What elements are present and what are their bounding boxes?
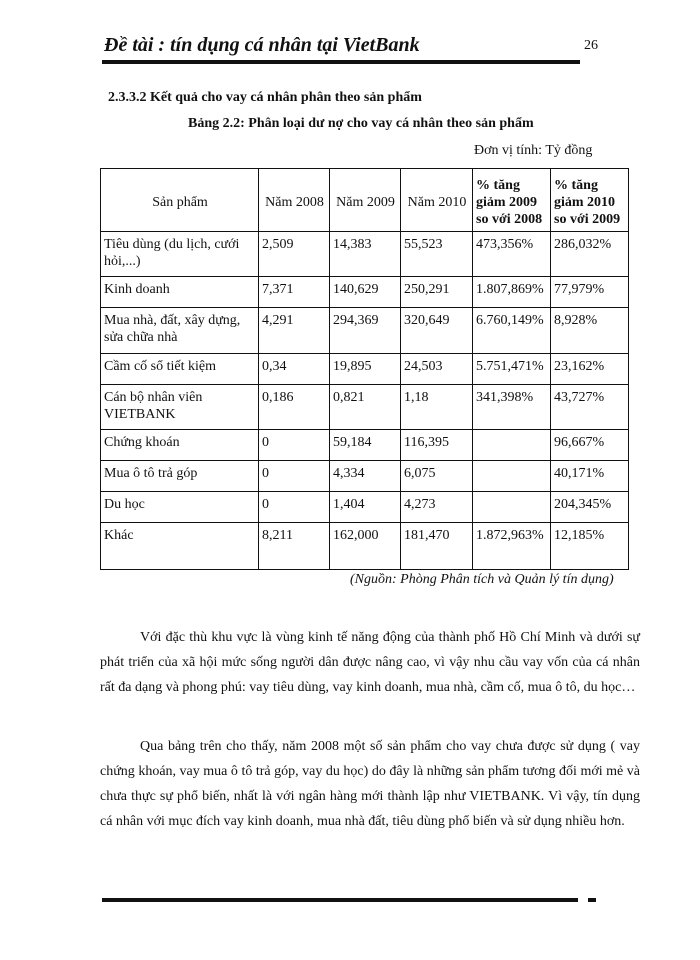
table-cell: 40,171% [551, 461, 629, 492]
table-row [101, 492, 629, 523]
section-heading: 2.3.3.2 Kết quả cho vay cá nhân phân theo sản phẩm [108, 90, 422, 105]
table-cell: 4,273 [401, 492, 473, 523]
document-header-title: Đề tài : tín dụng cá nhân tại VietBank [104, 34, 420, 56]
table-cell: 341,398% [473, 385, 551, 430]
table-cell: Cán bộ nhân viên VIETBANK [101, 385, 259, 430]
table-caption: Bảng 2.2: Phân loại dư nợ cho vay cá nhân theo sản phẩm [188, 116, 534, 131]
table-cell: 473,356% [473, 232, 551, 277]
header-change-2009: % tăng giảm 2009 so với 2008 [473, 169, 551, 232]
table-row [101, 308, 629, 354]
header-year-2008: Năm 2008 [259, 169, 330, 232]
table-row [101, 277, 629, 308]
table-cell: 162,000 [330, 523, 401, 570]
table-cell: 14,383 [330, 232, 401, 277]
table-cell [473, 461, 551, 492]
table-cell: Mua ô tô trả góp [101, 461, 259, 492]
table-cell: 24,503 [401, 354, 473, 385]
table-cell: 23,162% [551, 354, 629, 385]
paragraph: Qua bảng trên cho thấy, năm 2008 một số sản phẩm cho vay chưa được sử dụng ( vay chứng khoán, vay mua ô tô trả góp, vay du học) do đây là những sản phẩm tương đối mới mẻ và chưa thực sự phổ biến, nhất là với ngân hàng mới thành lập như VIETBANK. Vì vậy, tín dụng cá nhân với mục đích vay kinh doanh, mua nhà đất, tiêu dùng phổ biến và sử dụng nhiều hơn. [100, 739, 640, 829]
table-header-row [101, 169, 629, 232]
table-cell: 8,211 [259, 523, 330, 570]
table-cell: 140,629 [330, 277, 401, 308]
footer-dash [588, 898, 596, 902]
table-cell: 6,075 [401, 461, 473, 492]
table-row [101, 523, 629, 570]
table-cell [473, 430, 551, 461]
table-cell: Kinh doanh [101, 277, 259, 308]
table-cell: Cầm cố sổ tiết kiệm [101, 354, 259, 385]
table-cell: 250,291 [401, 277, 473, 308]
header-change-2010: % tăng giảm 2010 so với 2009 [551, 169, 629, 232]
table-cell: 1.872,963% [473, 523, 551, 570]
table-cell: 1.807,869% [473, 277, 551, 308]
footer-divider [102, 898, 578, 902]
table-cell: 4,334 [330, 461, 401, 492]
table-cell: 181,470 [401, 523, 473, 570]
table-cell: 0 [259, 492, 330, 523]
table-cell: 7,371 [259, 277, 330, 308]
table-cell: 4,291 [259, 308, 330, 354]
table-cell: 1,404 [330, 492, 401, 523]
header-product: Sản phẩm [101, 169, 259, 232]
table-cell: 294,369 [330, 308, 401, 354]
table-cell: 6.760,149% [473, 308, 551, 354]
table-cell: 320,649 [401, 308, 473, 354]
table-cell: Du học [101, 492, 259, 523]
unit-note: Đơn vị tính: Tỷ đồng [474, 143, 593, 158]
table-cell: 55,523 [401, 232, 473, 277]
table-cell: Mua nhà, đất, xây dựng, sửa chữa nhà [101, 308, 259, 354]
table-cell: 0,34 [259, 354, 330, 385]
table-cell: 19,895 [330, 354, 401, 385]
table-cell: 0,186 [259, 385, 330, 430]
table-cell: 2,509 [259, 232, 330, 277]
table-cell: 0 [259, 461, 330, 492]
table-cell: Tiêu dùng (du lịch, cưới hỏi,...) [101, 232, 259, 277]
header-divider [102, 60, 580, 64]
table-cell [473, 492, 551, 523]
page-number: 26 [584, 38, 598, 53]
table-cell: 43,727% [551, 385, 629, 430]
loan-products-table [100, 168, 629, 570]
table-cell: 8,928% [551, 308, 629, 354]
table-cell: 0 [259, 430, 330, 461]
table-cell: 0,821 [330, 385, 401, 430]
table-cell: 286,032% [551, 232, 629, 277]
table-cell: 116,395 [401, 430, 473, 461]
table-cell: 5.751,471% [473, 354, 551, 385]
table-cell: Khác [101, 523, 259, 570]
table-row [101, 354, 629, 385]
table-cell: 1,18 [401, 385, 473, 430]
header-year-2010: Năm 2010 [401, 169, 473, 232]
source-note: (Nguồn: Phòng Phân tích và Quản lý tín dụng) [350, 572, 614, 587]
table-row [101, 430, 629, 461]
table-row [101, 232, 629, 277]
table-cell: Chứng khoán [101, 430, 259, 461]
table-row [101, 385, 629, 430]
table-cell: 204,345% [551, 492, 629, 523]
table-cell: 96,667% [551, 430, 629, 461]
paragraph: Với đặc thù khu vực là vùng kinh tế năng động của thành phố Hồ Chí Minh và dưới sự phát triển của xã hội mức sống người dân được nâng cao, vì vậy nhu cầu vay vốn của cá nhân rất đa dạng và phong phú: vay tiêu dùng, vay kinh doanh, mua nhà, cầm cố, mua ô tô, du học… [100, 630, 640, 695]
table-row [101, 461, 629, 492]
table-cell: 59,184 [330, 430, 401, 461]
table-cell: 12,185% [551, 523, 629, 570]
header-year-2009: Năm 2009 [330, 169, 401, 232]
table-cell: 77,979% [551, 277, 629, 308]
